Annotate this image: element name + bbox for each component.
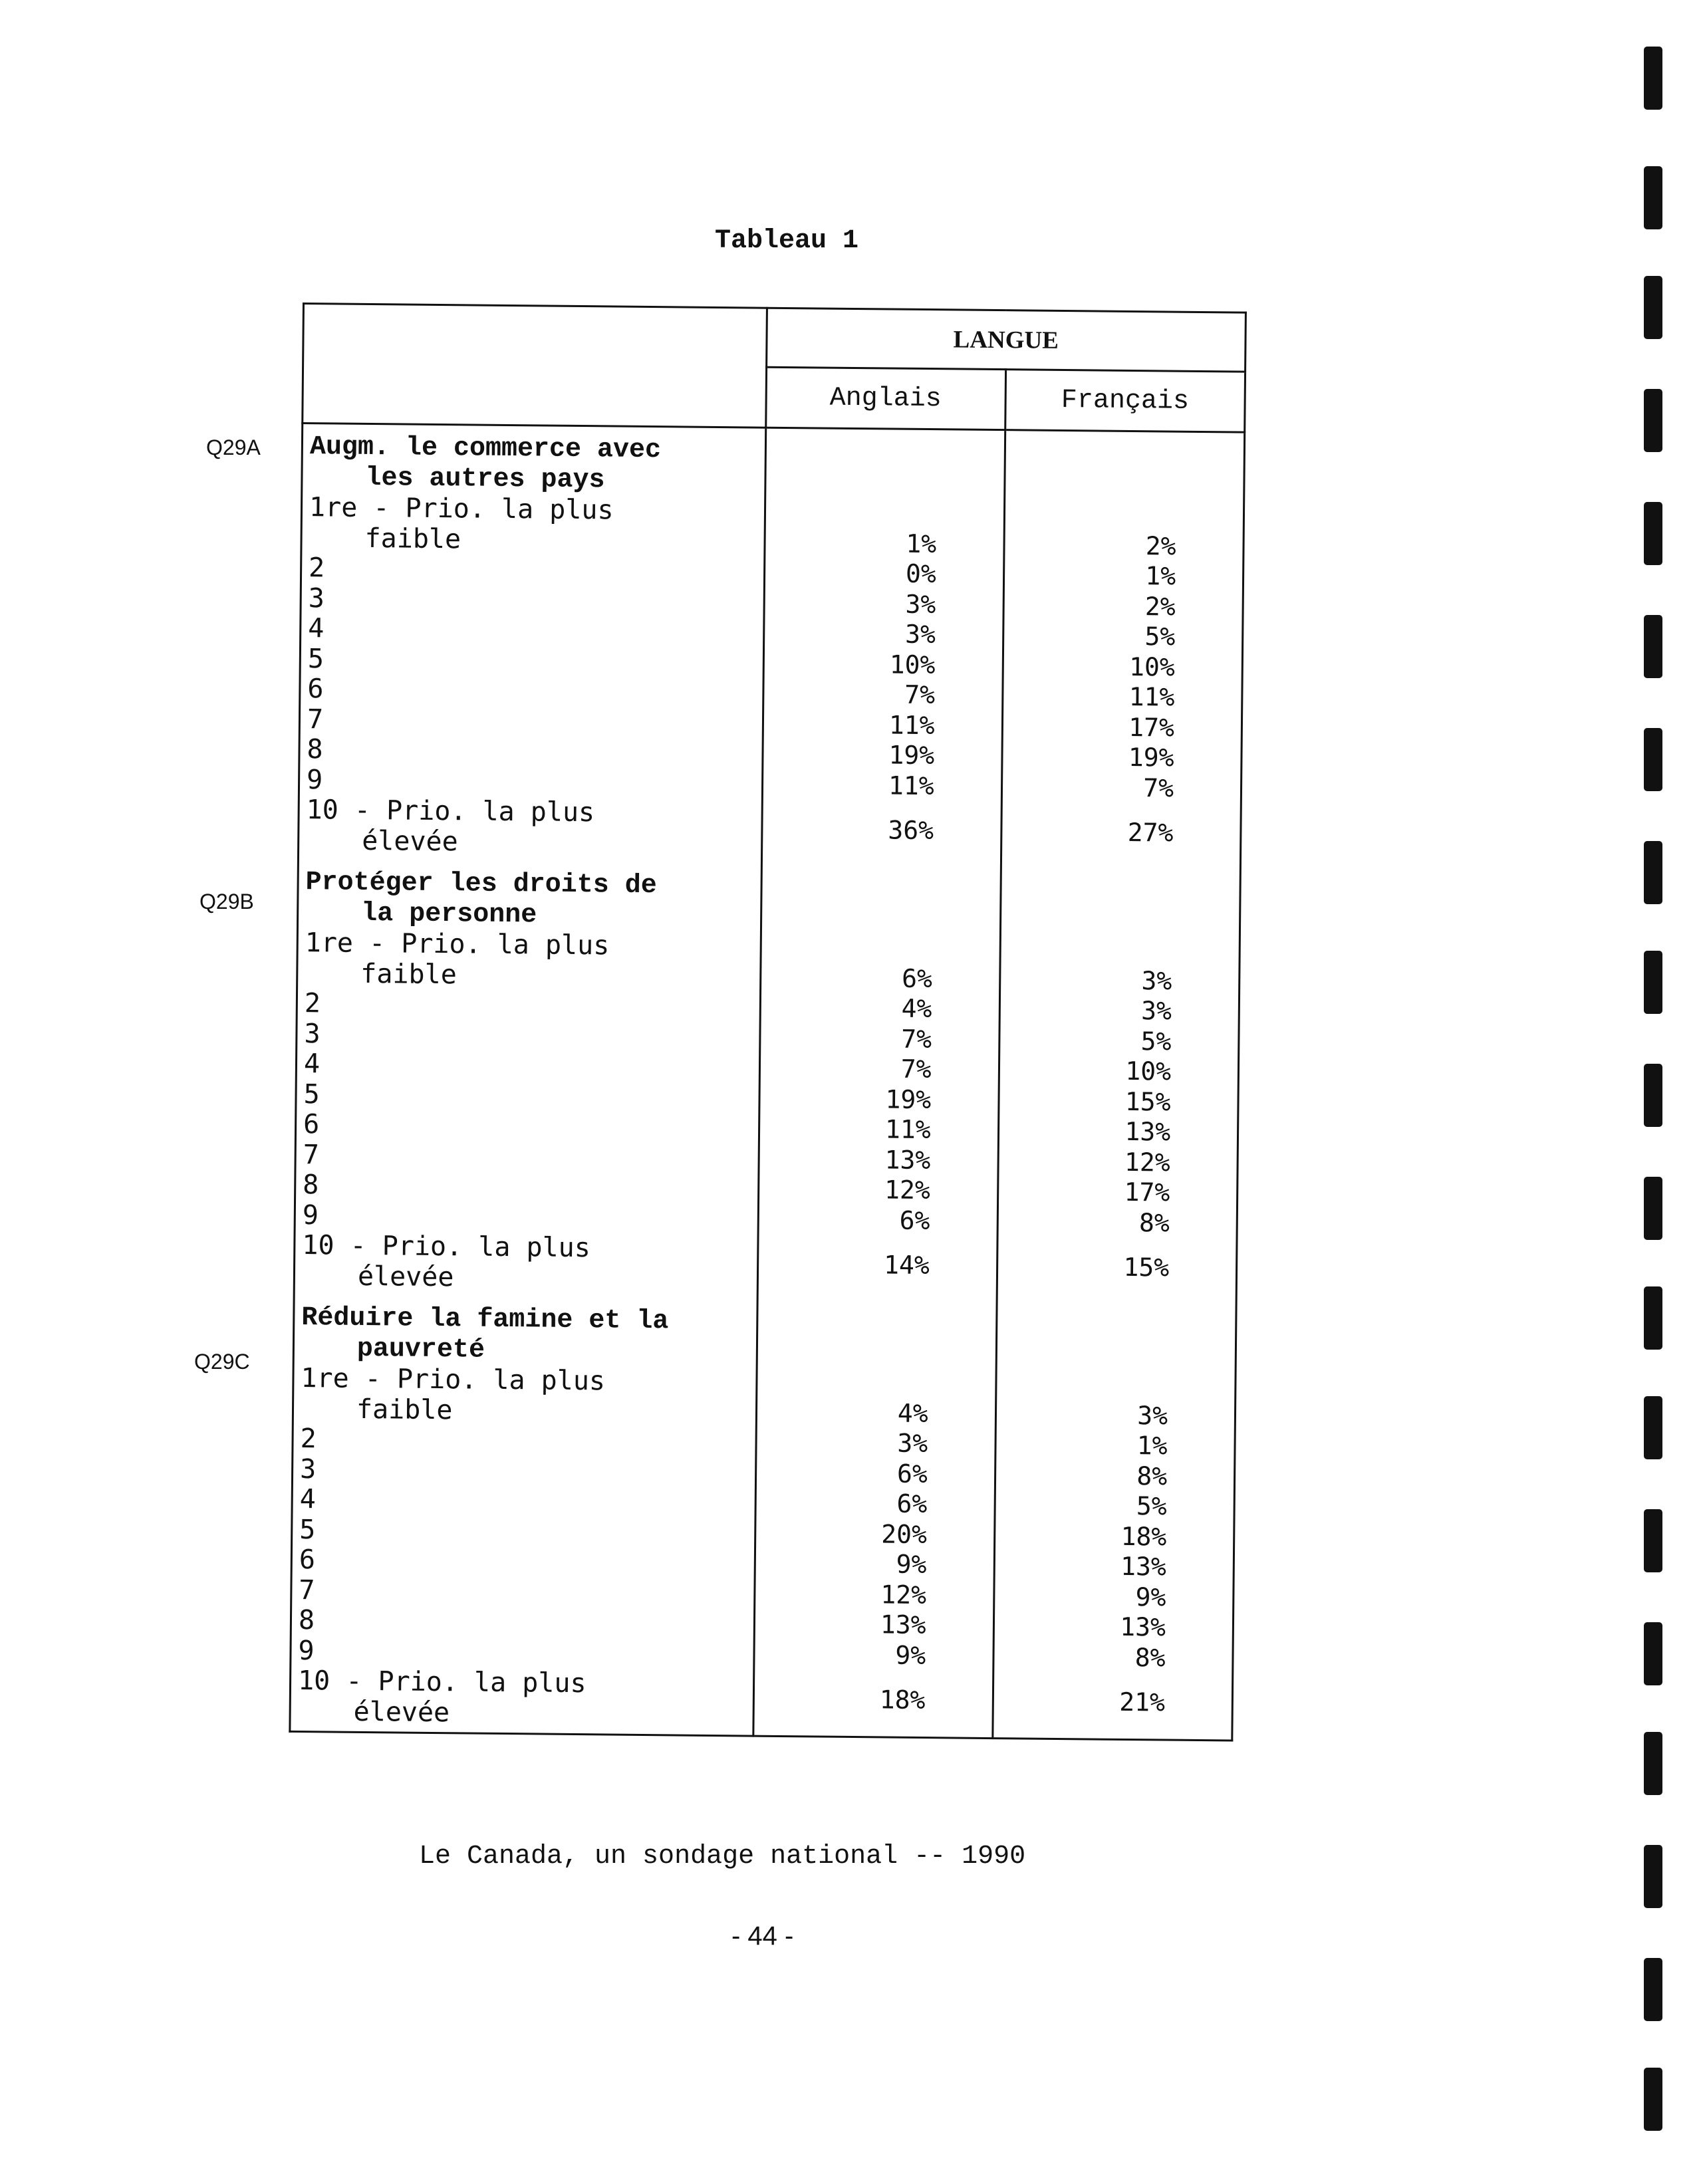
spacer bbox=[1005, 469, 1177, 501]
scale-label: 6 bbox=[299, 1544, 316, 1576]
percent-value: 13% bbox=[880, 1610, 926, 1640]
scale-label: 3 bbox=[299, 1453, 317, 1485]
question-code: Q29C bbox=[194, 1350, 250, 1374]
percent-value: 3% bbox=[897, 1428, 928, 1459]
percent-value: 12% bbox=[880, 1579, 927, 1610]
percent-value: 18% bbox=[879, 1685, 926, 1715]
scale-label-low: faible bbox=[356, 1394, 453, 1425]
percent-value: 12% bbox=[1124, 1147, 1170, 1177]
percent-value: 20% bbox=[880, 1518, 928, 1549]
question-title-line: la personne bbox=[360, 898, 537, 930]
empty-header-cell bbox=[303, 304, 767, 428]
question-code: Q29B bbox=[199, 890, 254, 913]
question-block-labels bbox=[291, 1295, 756, 1735]
percent-value: 4% bbox=[897, 1398, 928, 1428]
percent-value: 19% bbox=[888, 740, 935, 771]
percent-value: 15% bbox=[1124, 1086, 1171, 1117]
scale-label: 3 bbox=[308, 582, 325, 614]
percent-value: 9% bbox=[896, 1549, 927, 1580]
percent-value: 8% bbox=[1138, 1207, 1170, 1238]
spacer bbox=[997, 1369, 1168, 1401]
scale-label-low: 1re - Prio. la plus bbox=[301, 1363, 606, 1397]
binding-mark bbox=[1644, 1845, 1662, 1908]
binding-mark bbox=[1644, 47, 1662, 110]
percent-value: 21% bbox=[1118, 1687, 1166, 1717]
question-title-line: les autres pays bbox=[365, 463, 605, 495]
percent-value: 13% bbox=[884, 1144, 931, 1175]
binding-mark bbox=[1644, 1177, 1662, 1240]
percent-value: 3% bbox=[904, 619, 936, 650]
spacer bbox=[997, 1308, 1169, 1340]
binding-mark bbox=[1644, 2068, 1662, 2131]
spacer bbox=[1001, 934, 1172, 966]
scale-label-high: élevée bbox=[353, 1696, 450, 1728]
binding-mark bbox=[1644, 1286, 1662, 1350]
survey-table bbox=[289, 303, 1247, 1742]
percent-value: 10% bbox=[1128, 652, 1176, 682]
scale-label-high: 10 - Prio. la plus bbox=[297, 1665, 587, 1699]
percent-value: 18% bbox=[1120, 1521, 1167, 1552]
percent-value: 19% bbox=[885, 1084, 932, 1114]
percent-value: 7% bbox=[901, 1024, 932, 1054]
percent-value: 17% bbox=[1124, 1177, 1170, 1207]
percent-value: 6% bbox=[899, 1205, 930, 1235]
scale-label-low: 1re - Prio. la plus bbox=[305, 927, 610, 961]
binding-mark bbox=[1644, 389, 1662, 452]
percent-value: 8% bbox=[1134, 1642, 1166, 1673]
percent-value: 3% bbox=[1141, 965, 1172, 996]
spacer bbox=[1001, 874, 1173, 906]
binding-mark bbox=[1644, 1732, 1662, 1795]
percent-value: 4% bbox=[901, 993, 932, 1024]
percent-value: 36% bbox=[888, 815, 934, 846]
scale-label: 4 bbox=[308, 613, 325, 644]
spacer bbox=[766, 467, 937, 499]
francais-block-values bbox=[997, 866, 1240, 1302]
binding-mark bbox=[1644, 1509, 1662, 1572]
scale-label: 8 bbox=[303, 1169, 319, 1201]
percent-value: 5% bbox=[1144, 622, 1176, 652]
spacer bbox=[761, 932, 932, 964]
page-number: - 44 - bbox=[731, 1921, 794, 1951]
scale-label: 4 bbox=[303, 1048, 321, 1080]
binding-mark bbox=[1644, 502, 1662, 565]
scale-label-high: 10 - Prio. la plus bbox=[302, 1230, 591, 1264]
question-title-line: Réduire la famine et la bbox=[301, 1303, 669, 1337]
scale-label: 6 bbox=[307, 673, 324, 705]
percent-value: 1% bbox=[1145, 561, 1176, 591]
row-labels bbox=[290, 424, 765, 1737]
question-title-line: pauvreté bbox=[356, 1334, 485, 1366]
scale-label: 3 bbox=[304, 1018, 321, 1049]
percent-value: 5% bbox=[1140, 1026, 1172, 1056]
scale-label: 7 bbox=[299, 1574, 315, 1606]
percent-value: 9% bbox=[895, 1640, 926, 1670]
spacer bbox=[997, 1339, 1168, 1371]
scale-label: 6 bbox=[303, 1109, 320, 1140]
question-title-line: Protéger les droits de bbox=[305, 868, 657, 902]
percent-value: 14% bbox=[883, 1250, 930, 1280]
percent-value: 12% bbox=[884, 1175, 931, 1205]
percent-value: 27% bbox=[1127, 817, 1174, 848]
binding-mark bbox=[1644, 615, 1662, 678]
percent-value: 6% bbox=[901, 963, 933, 993]
scale-label-low: faible bbox=[360, 958, 458, 990]
percent-value: 3% bbox=[905, 589, 936, 619]
anglais-block-values bbox=[762, 429, 1003, 866]
binding-mark bbox=[1644, 166, 1662, 229]
anglais-block-values bbox=[758, 864, 999, 1300]
percent-value: 0% bbox=[905, 558, 936, 589]
percent-value: 13% bbox=[1124, 1116, 1171, 1147]
column-header-anglais: Anglais bbox=[765, 367, 1005, 429]
francais-block-values bbox=[1001, 431, 1244, 868]
percent-value: 3% bbox=[1137, 1400, 1168, 1431]
spacer bbox=[1005, 439, 1177, 471]
percent-value: 7% bbox=[904, 679, 936, 710]
scale-label: 9 bbox=[306, 764, 323, 795]
percent-value: 13% bbox=[1120, 1551, 1167, 1582]
spacer bbox=[765, 497, 936, 529]
scale-label: 2 bbox=[308, 552, 325, 584]
scale-label: 5 bbox=[303, 1078, 320, 1110]
scale-label: 5 bbox=[307, 643, 325, 674]
binding-mark bbox=[1644, 1958, 1662, 2021]
percent-value: 19% bbox=[1128, 742, 1174, 773]
binding-mark bbox=[1644, 728, 1662, 791]
scale-label: 9 bbox=[302, 1199, 319, 1231]
column-header-francais: Français bbox=[1005, 370, 1245, 432]
scale-label: 8 bbox=[307, 734, 323, 765]
language-header: LANGUE bbox=[766, 308, 1245, 372]
francais-values bbox=[992, 430, 1244, 1741]
scale-label: 9 bbox=[298, 1635, 315, 1666]
binding-mark bbox=[1644, 841, 1662, 904]
scale-label: 2 bbox=[300, 1423, 317, 1455]
scale-label: 4 bbox=[299, 1484, 317, 1515]
spacer bbox=[757, 1336, 928, 1368]
binding-mark bbox=[1644, 951, 1662, 1014]
percent-value: 8% bbox=[1136, 1461, 1168, 1491]
anglais-values bbox=[753, 427, 1005, 1738]
percent-value: 11% bbox=[888, 709, 935, 740]
scale-label-high: élevée bbox=[362, 825, 458, 857]
spacer bbox=[757, 1367, 928, 1399]
table-title: Tableau 1 bbox=[715, 226, 859, 256]
binding-mark bbox=[1644, 1622, 1662, 1685]
percent-value: 7% bbox=[1143, 773, 1174, 803]
scale-label-low: 1re - Prio. la plus bbox=[309, 492, 614, 526]
question-block-labels bbox=[295, 860, 761, 1300]
percent-value: 17% bbox=[1128, 712, 1175, 743]
question-title-line: Augm. le commerce avec bbox=[309, 432, 662, 466]
spacer bbox=[758, 1306, 929, 1338]
percent-value: 1% bbox=[1136, 1431, 1168, 1461]
percent-value: 7% bbox=[900, 1054, 932, 1084]
percent-value: 11% bbox=[884, 1114, 931, 1145]
percent-value: 11% bbox=[888, 770, 934, 800]
percent-value: 10% bbox=[889, 649, 936, 679]
scale-label-high: 10 - Prio. la plus bbox=[306, 794, 595, 828]
percent-value: 15% bbox=[1123, 1252, 1170, 1282]
spacer bbox=[1001, 904, 1173, 936]
percent-value: 2% bbox=[1144, 591, 1176, 622]
binding-mark bbox=[1644, 276, 1662, 339]
percent-value: 13% bbox=[1120, 1612, 1166, 1642]
percent-value: 9% bbox=[1135, 1582, 1166, 1612]
percent-value: 1% bbox=[906, 529, 937, 558]
binding-mark bbox=[1644, 1396, 1662, 1459]
scale-label-high: élevée bbox=[357, 1261, 454, 1292]
percent-value: 2% bbox=[1145, 531, 1176, 561]
scale-label: 2 bbox=[304, 988, 321, 1019]
anglais-block-values bbox=[754, 1298, 995, 1735]
percent-value: 11% bbox=[1128, 681, 1175, 712]
percent-value: 6% bbox=[896, 1489, 928, 1519]
francais-block-values bbox=[993, 1300, 1236, 1737]
percent-value: 6% bbox=[896, 1459, 928, 1489]
scale-label: 5 bbox=[299, 1514, 316, 1545]
binding-mark bbox=[1644, 1064, 1662, 1127]
spacer bbox=[762, 902, 933, 933]
spacer bbox=[1005, 499, 1176, 531]
scale-label: 7 bbox=[307, 703, 324, 735]
question-code: Q29A bbox=[206, 435, 261, 459]
footer-caption: Le Canada, un sondage national -- 1990 bbox=[419, 1842, 1026, 1872]
scale-label-low: faible bbox=[364, 523, 461, 554]
scale-label: 8 bbox=[298, 1605, 315, 1636]
percent-value: 3% bbox=[1140, 996, 1172, 1026]
percent-value: 10% bbox=[1125, 1056, 1172, 1086]
scale-label: 7 bbox=[303, 1139, 320, 1170]
question-block-labels bbox=[299, 424, 765, 864]
spacer bbox=[766, 437, 937, 469]
percent-value: 5% bbox=[1136, 1491, 1167, 1521]
spacer bbox=[762, 872, 933, 904]
